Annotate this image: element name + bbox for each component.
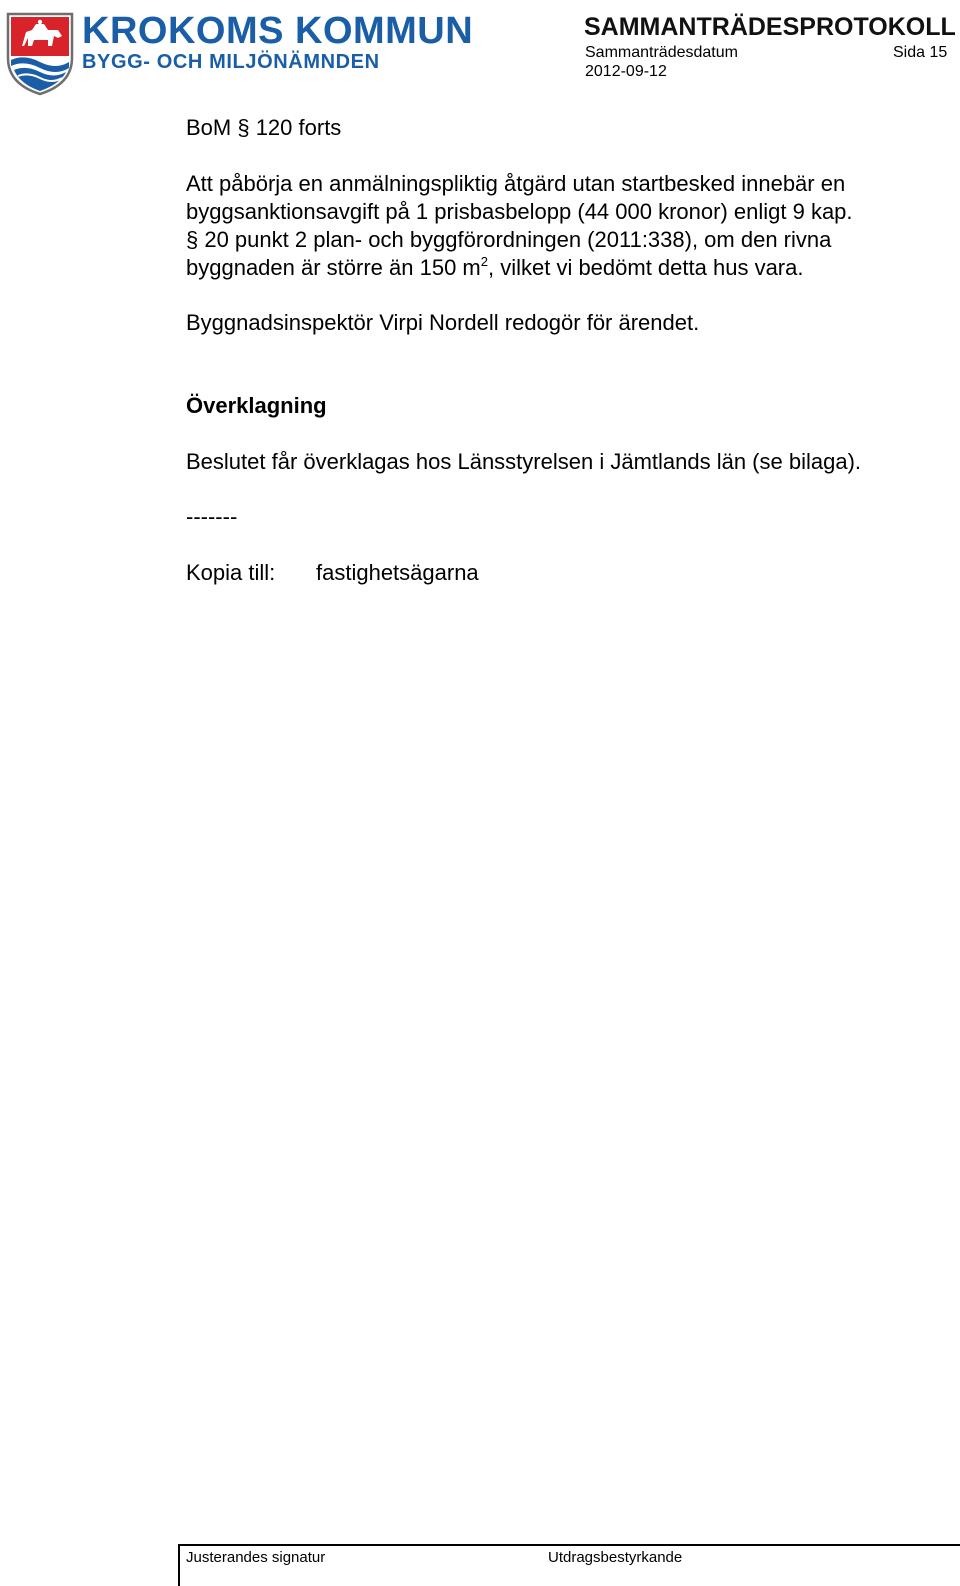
appeal-heading: Överklagning: [186, 393, 327, 418]
paragraph-text: , vilket vi bedömt detta hus vara.: [487, 255, 804, 280]
separator-dashes: -------: [186, 504, 238, 529]
rapporteur-paragraph: Byggnadsinspektör Virpi Nordell redogör för ärendet.: [186, 310, 700, 335]
document-type: SAMMANTRÄDESPROTOKOLL: [584, 13, 956, 41]
paragraph-line: [186, 254, 803, 282]
meeting-date-label: Sammanträdesdatum: [585, 44, 738, 61]
paragraph-text: byggnaden är större än 150 m: [186, 255, 481, 280]
appeal-text: Beslutet får överklagas hos Länsstyrelsen i Jämtlands län (se bilaga).: [186, 449, 862, 474]
meeting-date: 2012-09-12: [585, 63, 667, 80]
paragraph-line: byggsanktionsavgift på 1 prisbasbelopp (44 000 kronor) enligt 9 kap.: [186, 199, 853, 224]
certifier-label: Utdragsbestyrkande: [548, 1549, 683, 1566]
copy-to-label: Kopia till:: [186, 560, 276, 585]
municipality-coat-of-arms-icon: [4, 10, 76, 96]
paragraph-line: Att påbörja en anmälningspliktig åtgärd utan startbesked innebär en: [186, 171, 846, 196]
superscript-two: 2: [480, 254, 488, 269]
signature-label: Justerandes signatur: [186, 1549, 326, 1566]
org-department: BYGG- OCH MILJÖNÄMNDEN: [82, 51, 380, 73]
page-number: Sida 15: [893, 44, 948, 61]
copy-to-value: fastighetsägarna: [316, 560, 479, 585]
org-name: KROKOMS KOMMUN: [82, 10, 474, 52]
paragraph-line: § 20 punkt 2 plan- och byggförordningen (2011:338), om den rivna: [186, 227, 832, 252]
section-title: BoM § 120 forts: [186, 115, 342, 140]
